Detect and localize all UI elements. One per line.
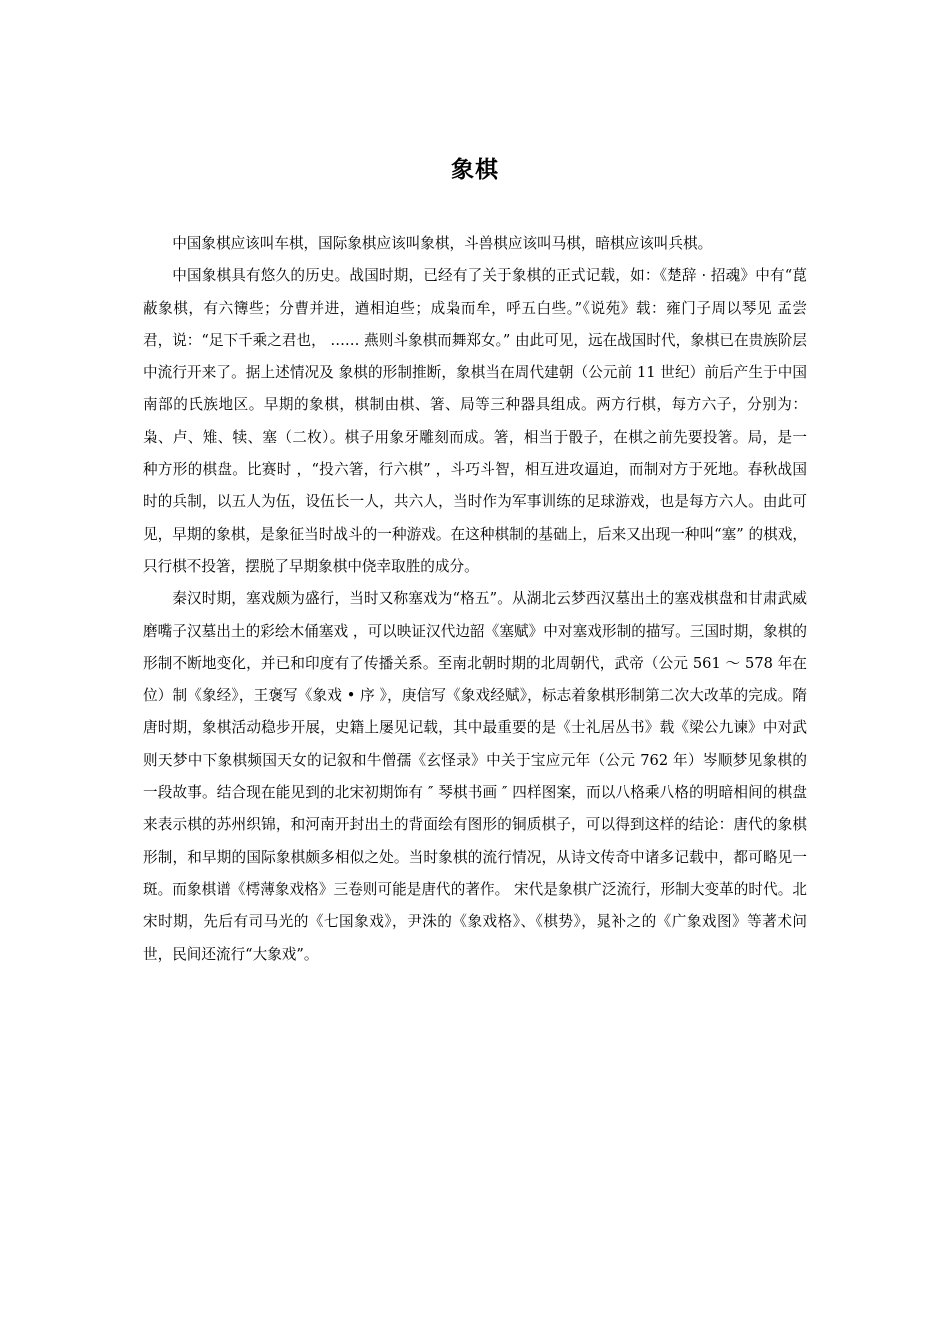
paragraph-warring-states: 中国象棋具有悠久的历史。战国时期，已经有了关于象棋的正式记载，如：《楚辞 · 招魂》中有“菎蔽象棋，有六簙些；分曹并进，遒相迫些；成枭而牟，呼五白些。”《说苑》载：雍门子周以琴见 孟尝 君，说：“足下千乘之君也， …… 燕则斗象棋而舞郑女。” 由此可见，远在战国时代，象棋已在贵族阶层中流行开来了。据上述情况及 象棋的形制推断，象棋当在周代建朝（公元前 11 世纪）前后产生于中国南部的氏族地区。早期的象棋，棋制由棋、箸、局等三种器具组成。两方行棋，每方六子，分别为：枭、卢、雉、犊、塞（二枚）。棋子用象牙雕刻而成。箸，相当于骰子，在棋之前先要投箸。局，是一种方形的棋盘。比赛时 ，“投六箸，行六棋” ，斗巧斗智，相互进攻逼迫，而制对方于死地。春秋战国时的兵制，以五人为伍，设伍长一人，共六人，当时作为军事训练的足球游戏，也是每方六人。由此可见，早期的象棋，是象征当时战斗的一种游戏。在这种棋制的基础上，后来又出现一种叫“塞” 的棋戏，只行棋不投箸，摆脱了早期象棋中侥幸取胜的成分。	[143, 267, 807, 575]
document-body	[143, 228, 807, 971]
paragraph-qin-han-tang-song: 秦汉时期，塞戏颇为盛行，当时又称塞戏为“格五”。从湖北云梦西汉墓出土的塞戏棋盘和甘肃武威磨嘴子汉墓出土的彩绘木俑塞戏 ，可以映证汉代边韶《塞赋》中对塞戏形制的描写。三国时期，象棋的形制不断地变化，并已和印度有了传播关系。至南北朝时期的北周朝代，武帝（公元 561 ～ 578 年在位）制《象经》，王褒写《象戏 • 序 》，庚信写《象戏经赋》，标志着象棋形制第二次大改革的完成。隋唐时期，象棋活动稳步开展，史籍上屡见记载，其中最重要的是《士礼居丛书》载《梁公九谏》中对武则天梦中下象棋频国天女的记叙和牛僧孺《玄怪录》中关于宝应元年（公元 762 年）岑顺梦见象棋的一段故事。结合现在能见到的北宋初期饰有 ″ 琴棋书画 ″ 四样图案，而以八格乘八格的明暗相间的棋盘来表示棋的苏州织锦，和河南开封出土的背面绘有图形的铜质棋子，可以得到这样的结论：唐代的象棋形制，和早期的国际象棋颇多相似之处。当时象棋的流行情况，从诗文传奇中诸多记载中，都可略见一斑。而象棋谱《樗薄象戏格》三卷则可能是唐代的著作。 宋代是象棋广泛流行，形制大变革的时代。北宋时期，先后有司马光的《七国象戏》，尹洙的《象戏格》、《棋势》，晁补之的《广象戏图》等著术问世，民间还流行“大象戏”。	[143, 590, 807, 963]
document-title: 象棋	[451, 157, 499, 183]
paragraph-intro: 中国象棋应该叫车棋，国际象棋应该叫象棋，斗兽棋应该叫马棋，暗棋应该叫兵棋。	[172, 235, 713, 252]
